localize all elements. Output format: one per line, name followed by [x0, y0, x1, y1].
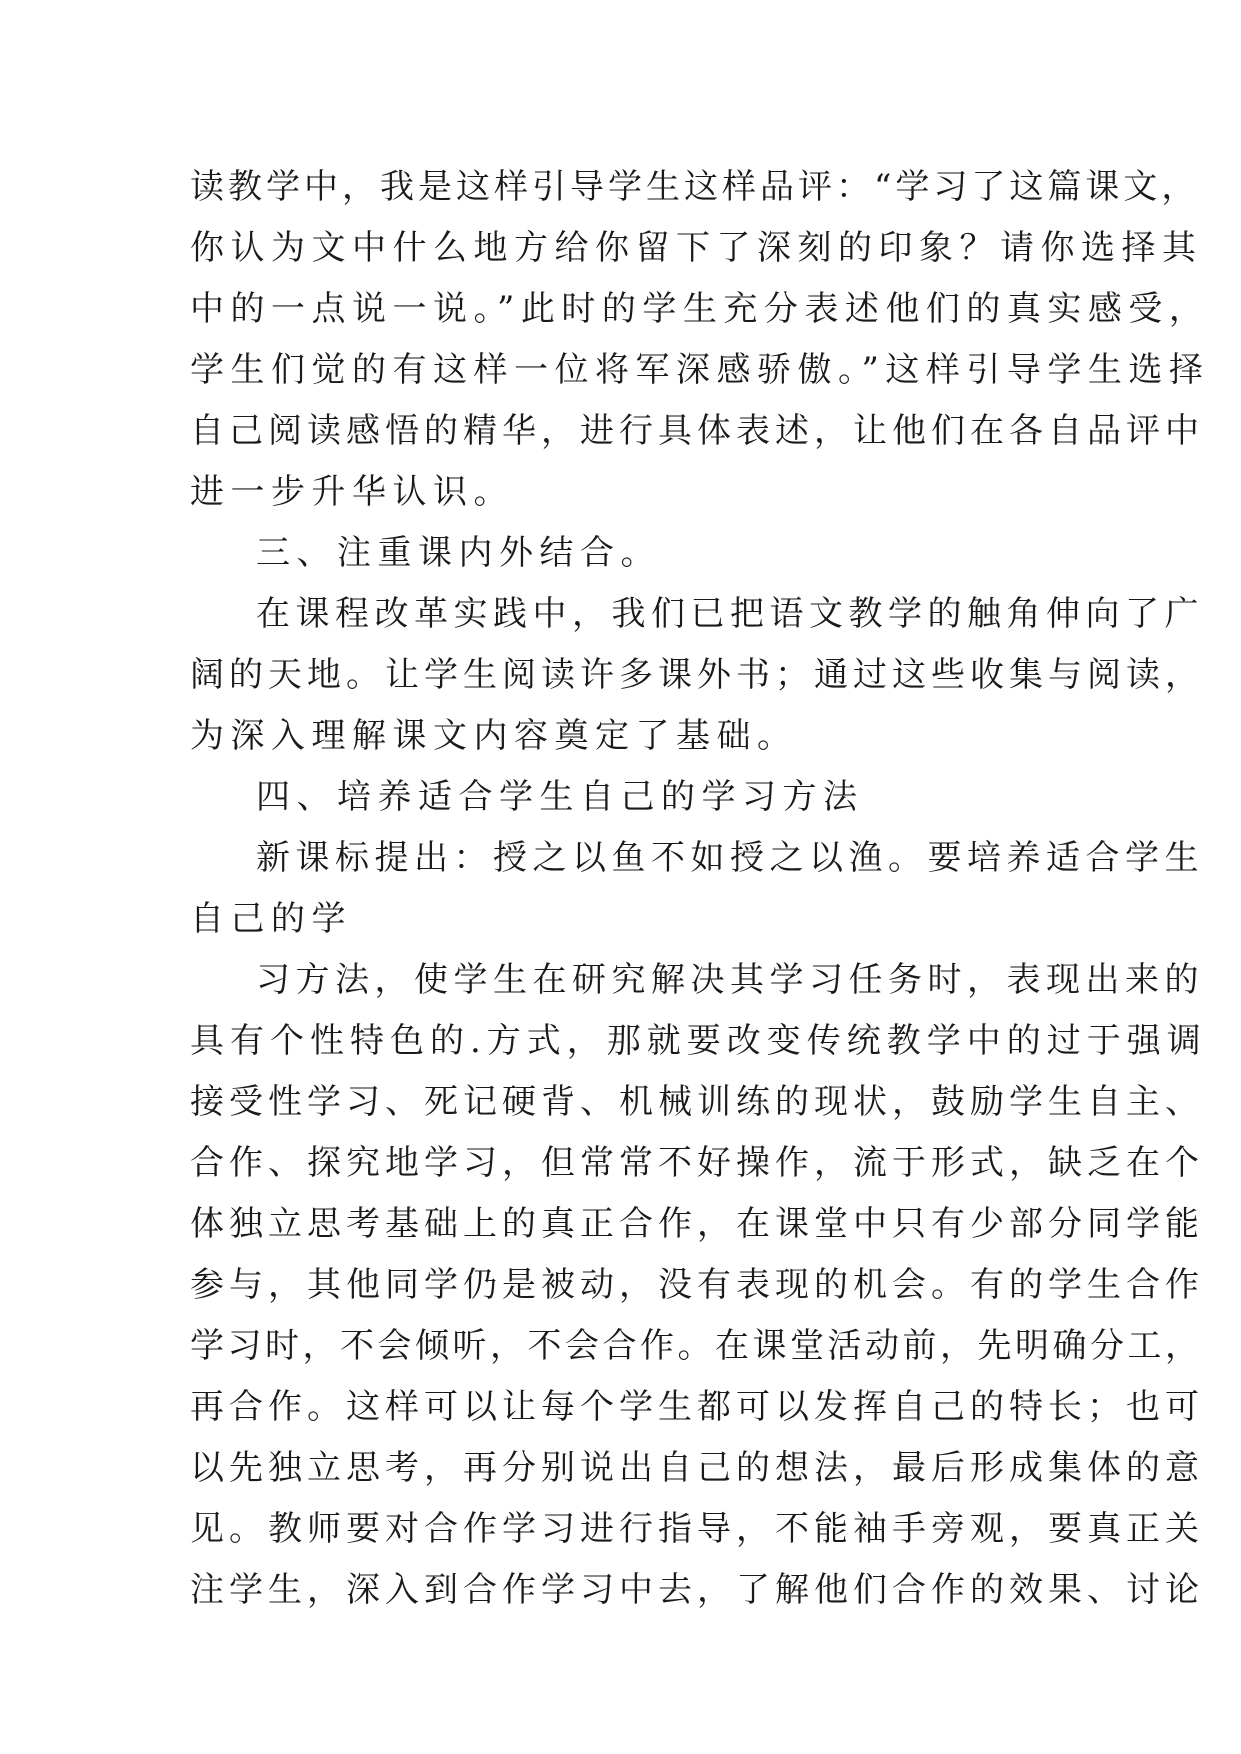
- section-heading: 三、注重课内外结合。: [256, 533, 661, 573]
- text-line: 自己阅读感悟的精华，进行具体表述，让他们在各自品评中: [190, 411, 1204, 451]
- text-line: 合作、探究地学习，但常常不好操作，流于形式，缺乏在个: [190, 1143, 1204, 1183]
- text-line: 中的一点说一说。”此时的学生充分表述他们的真实感受，: [190, 289, 1210, 329]
- section-heading: 四、培养适合学生自己的学习方法: [256, 777, 864, 817]
- text-line: 再合作。这样可以让每个学生都可以发挥自己的特长；也可: [190, 1387, 1204, 1427]
- text-line: 读教学中，我是这样引导学生这样品评：“学习了这篇课文，: [190, 167, 1200, 207]
- text-line: 自己的学: [190, 899, 352, 939]
- text-line: 接受性学习、死记硬背、机械训练的现状，鼓励学生自主、: [190, 1082, 1204, 1122]
- text-line: 新课标提出：授之以鱼不如授之以渔。要培养适合学生: [256, 838, 1204, 878]
- text-line: 阔的天地。让学生阅读许多课外书；通过这些收集与阅读，: [190, 655, 1204, 695]
- text-line: 参与，其他同学仍是被动，没有表现的机会。有的学生合作: [190, 1265, 1204, 1305]
- text-line: 见。教师要对合作学习进行指导，不能袖手旁观，要真正关: [190, 1509, 1204, 1549]
- text-line: 在课程改革实践中，我们已把语文教学的触角伸向了广: [256, 594, 1204, 634]
- text-line: 你认为文中什么地方给你留下了深刻的印象？请你选择其: [190, 228, 1203, 268]
- text-line: 注学生，深入到合作学习中去，了解他们合作的效果、讨论: [190, 1570, 1204, 1610]
- text-line: 具有个性特色的.方式，那就要改变传统教学中的过于强调: [190, 1021, 1207, 1061]
- text-line: 体独立思考基础上的真正合作，在课堂中只有少部分同学能: [190, 1204, 1204, 1244]
- text-line: 进一步升华认识。: [190, 472, 514, 512]
- text-line: 为深入理解课文内容奠定了基础。: [190, 716, 798, 756]
- text-line: 学生们觉的有这样一位将军深感骄傲。”这样引导学生选择: [190, 350, 1210, 390]
- text-line: 学习时，不会倾听，不会合作。在课堂活动前，先明确分工，: [190, 1326, 1203, 1366]
- text-line: 习方法，使学生在研究解决其学习任务时，表现出来的: [256, 960, 1204, 1000]
- text-line: 以先独立思考，再分别说出自己的想法，最后形成集体的意: [190, 1448, 1204, 1488]
